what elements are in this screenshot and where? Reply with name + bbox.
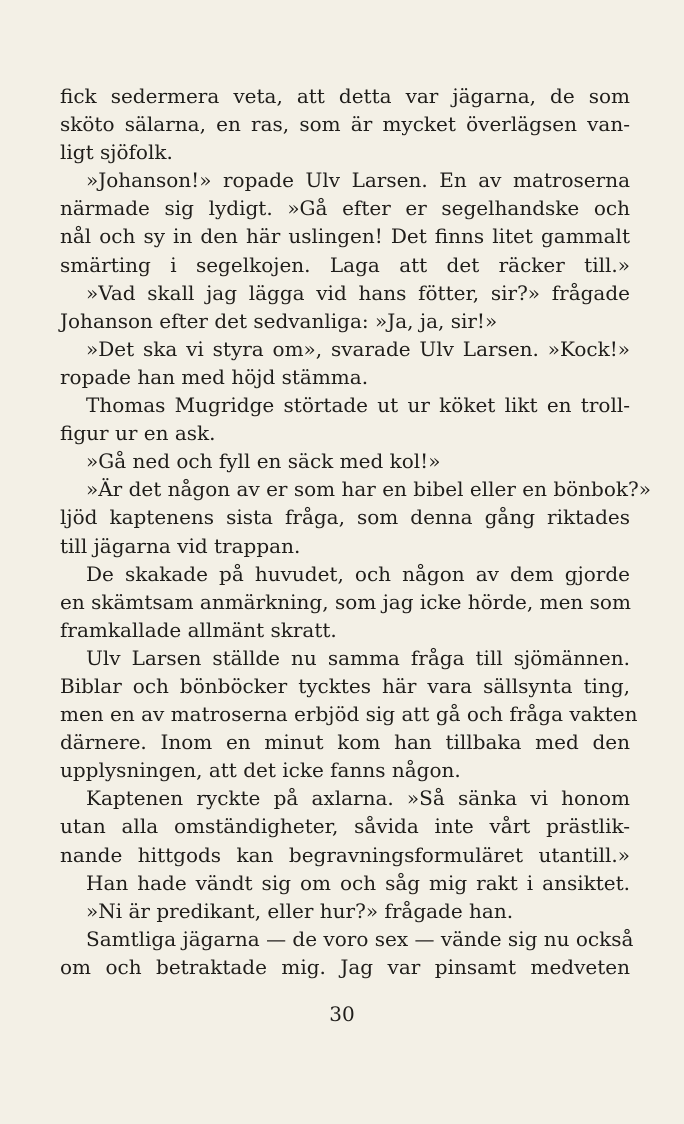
text-line: en skämtsam anmärkning, som jag icke hörde, men som bbox=[60, 589, 631, 614]
text-line: men en av matroserna erbjöd sig att gå och fråga vakten bbox=[60, 702, 638, 727]
text-line: nål och sy in den här uslingen! Det finns litet gammalt bbox=[60, 224, 630, 249]
text-line: därnere. Inom en minut kom han tillbaka med den bbox=[60, 730, 630, 755]
text-line: »Ni är predikant, eller hur?» frågade han. bbox=[86, 898, 514, 923]
text-line: Thomas Mugridge störtade ut ur köket likt en troll- bbox=[86, 393, 630, 418]
text-line: Ulv Larsen ställde nu samma fråga till sjömännen. bbox=[86, 645, 630, 670]
text-line: smärting i segelkojen. Laga att det räcker till.» bbox=[60, 252, 630, 277]
text-line: ligt sjöfolk. bbox=[60, 140, 173, 165]
text-line: Johanson efter det sedvanliga: »Ja, ja, sir!» bbox=[60, 308, 498, 333]
page-number: 30 bbox=[329, 1002, 355, 1026]
book-page-text bbox=[60, 82, 651, 981]
text-line: Han hade vändt sig om och såg mig rakt i ansiktet. bbox=[86, 870, 630, 895]
text-line: ljöd kaptenens sista fråga, som denna gång riktades bbox=[60, 505, 630, 530]
text-line: framkallade allmänt skratt. bbox=[60, 617, 337, 642]
text-line: Kaptenen ryckte på axlarna. »Så sänka vi honom bbox=[86, 786, 630, 811]
text-line: De skakade på huvudet, och någon av dem gjorde bbox=[86, 561, 630, 586]
text-line: Samtliga jägarna — de voro sex — vände sig nu också bbox=[86, 926, 634, 951]
text-line: »Är det någon av er som har en bibel eller en bönbok?» bbox=[86, 477, 651, 502]
text-line: »Det ska vi styra om», svarade Ulv Larsen. »Kock!» bbox=[86, 336, 630, 361]
text-line: »Gå ned och fyll en säck med kol!» bbox=[86, 449, 441, 474]
text-line: nande hittgods kan begravningsformuläret utantill.» bbox=[60, 842, 630, 867]
text-line: »Vad skall jag lägga vid hans fötter, sir?» frågade bbox=[86, 280, 630, 305]
text-line: till jägarna vid trappan. bbox=[60, 533, 301, 558]
text-line: fick sedermera veta, att detta var jägarna, de som bbox=[60, 84, 630, 108]
text-line: närmade sig lydigt. »Gå efter er segelhandske och bbox=[60, 196, 630, 221]
text-line: figur ur en ask. bbox=[60, 421, 216, 446]
text-line: Biblar och bönböcker tycktes här vara sällsynta ting, bbox=[60, 673, 630, 698]
text-line: ropade han med höjd stämma. bbox=[60, 364, 369, 389]
text-line: upplysningen, att det icke fanns någon. bbox=[60, 758, 461, 783]
text-line: utan alla omständigheter, såvida inte vårt prästlik- bbox=[60, 814, 630, 839]
text-line: om och betraktade mig. Jag var pinsamt medveten bbox=[60, 954, 630, 979]
text-line: sköto sälarna, en ras, som är mycket överlägsen van- bbox=[60, 112, 630, 137]
text-line: »Johanson!» ropade Ulv Larsen. En av matroserna bbox=[86, 168, 630, 193]
